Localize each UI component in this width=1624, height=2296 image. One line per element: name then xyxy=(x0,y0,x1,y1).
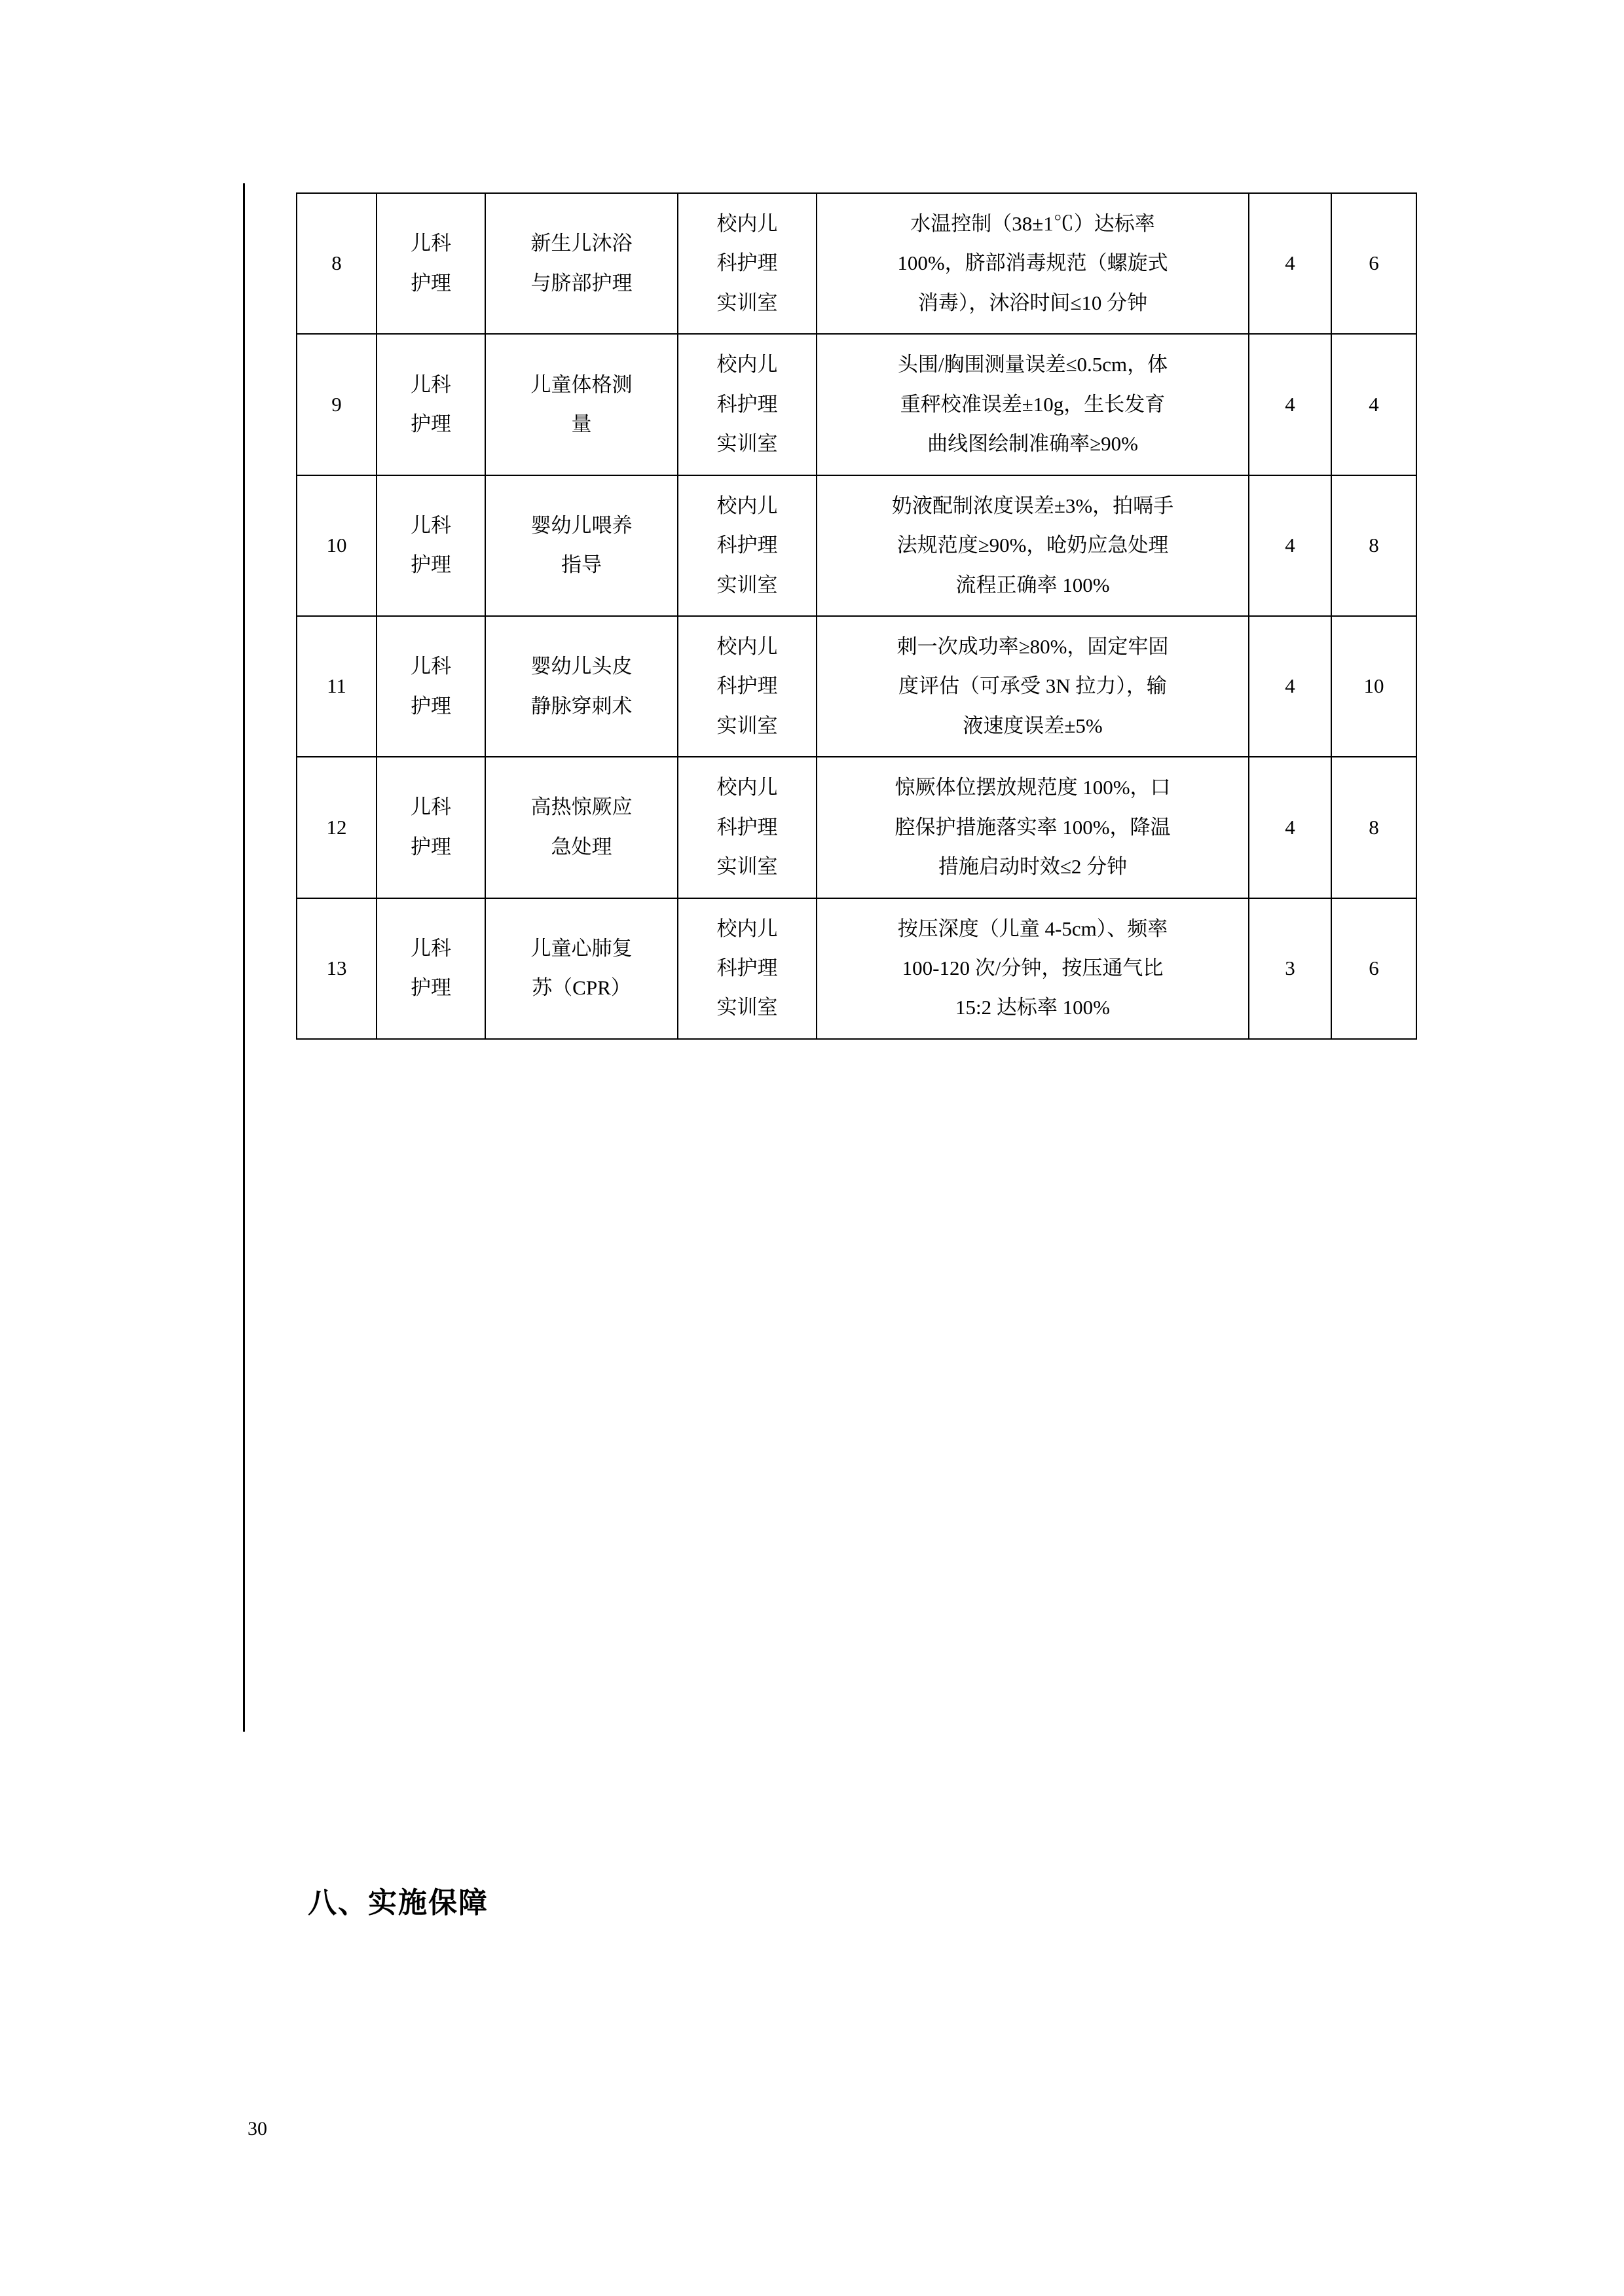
cell-line: 措施启动时效≤2 分钟 xyxy=(938,855,1128,879)
cell-name xyxy=(485,334,678,475)
cell-line: 科护理 xyxy=(716,815,778,839)
cell-line: 头围/胸围测量误差≤0.5cm，体 xyxy=(897,353,1168,376)
cell-line: 高热惊厥应 xyxy=(530,795,633,819)
cell-no xyxy=(297,898,377,1039)
table-row xyxy=(297,475,1416,616)
cell-line: 儿科 xyxy=(411,655,451,678)
cell-line: 校内儿 xyxy=(716,494,778,517)
cell-line: 静脉穿刺术 xyxy=(530,694,633,718)
cell-value: 4 xyxy=(1285,251,1295,275)
cell-line: 儿科 xyxy=(411,373,451,396)
cell-line: 校内儿 xyxy=(716,353,778,376)
cell-line: 100-120 次/分钟，按压通气比 xyxy=(902,957,1164,979)
cell-standard xyxy=(817,616,1249,757)
cell-hours-a xyxy=(1249,616,1331,757)
cell-line: 消毒），沐浴时间≤10 分钟 xyxy=(917,291,1148,314)
cell-line: 科护理 xyxy=(716,674,778,698)
cell-hours-b xyxy=(1331,475,1416,616)
cell-line: 护理 xyxy=(411,835,451,858)
cell-line: 实训室 xyxy=(716,714,778,737)
cell-line: 实训室 xyxy=(716,432,778,456)
cell-line: 实训室 xyxy=(716,996,778,1019)
cell-line: 实训室 xyxy=(716,573,778,596)
cell-line: 儿科 xyxy=(411,513,451,537)
cell-value: 4 xyxy=(1285,674,1295,698)
cell-line: 儿科 xyxy=(411,795,451,819)
cell-name xyxy=(485,898,678,1039)
cell-no xyxy=(297,334,377,475)
cell-hours-a xyxy=(1249,757,1331,898)
cell-name xyxy=(485,193,678,334)
table-row xyxy=(297,757,1416,898)
cell-line: 科护理 xyxy=(716,534,778,557)
cell-standard xyxy=(817,757,1249,898)
cell-value: 8 xyxy=(331,251,342,275)
cell-value: 11 xyxy=(327,674,346,698)
cell-hours-a xyxy=(1249,193,1331,334)
cell-no xyxy=(297,475,377,616)
cell-line: 儿童体格测 xyxy=(530,373,633,396)
cell-line: 与脐部护理 xyxy=(530,271,633,295)
cell-line: 护理 xyxy=(411,976,451,1000)
cell-value: 12 xyxy=(326,815,347,839)
cell-hours-a xyxy=(1249,475,1331,616)
cell-line: 奶液配制浓度误差±3%，拍嗝手 xyxy=(891,494,1174,517)
cell-line: 儿科 xyxy=(411,936,451,960)
cell-hours-b xyxy=(1331,898,1416,1039)
cell-hours-b xyxy=(1331,193,1416,334)
cell-hours-a xyxy=(1249,334,1331,475)
table-row xyxy=(297,193,1416,334)
cell-line: 儿科 xyxy=(411,232,451,255)
cell-value: 6 xyxy=(1369,957,1379,979)
cell-line: 实训室 xyxy=(716,855,778,879)
cell-standard xyxy=(817,898,1249,1039)
cell-line: 指导 xyxy=(561,553,602,577)
practical-training-table-wrapper xyxy=(296,192,1384,1040)
cell-line: 腔保护措施落实率 100%，降温 xyxy=(895,815,1171,839)
cell-category xyxy=(377,757,485,898)
cell-line: 实训室 xyxy=(716,291,778,314)
page-number: 30 xyxy=(248,2118,267,2140)
cell-line: 校内儿 xyxy=(716,634,778,658)
table-body xyxy=(297,193,1416,1039)
cell-line: 刺一次成功率≥80%，固定牢固 xyxy=(896,634,1169,658)
cell-standard xyxy=(817,334,1249,475)
cell-hours-b xyxy=(1331,334,1416,475)
cell-standard xyxy=(817,475,1249,616)
cell-hours-a xyxy=(1249,898,1331,1039)
cell-line: 重秤校准误差±10g，生长发育 xyxy=(900,392,1166,416)
cell-line: 惊厥体位摆放规范度 100%，口 xyxy=(895,776,1171,799)
cell-category xyxy=(377,475,485,616)
cell-line: 科护理 xyxy=(716,392,778,416)
cell-line: 按压深度（儿童 4-5cm）、频率 xyxy=(897,917,1168,940)
cell-value: 8 xyxy=(1369,534,1379,557)
cell-no xyxy=(297,757,377,898)
cell-line: 护理 xyxy=(411,271,451,295)
cell-place xyxy=(678,334,817,475)
cell-category xyxy=(377,334,485,475)
practical-training-table xyxy=(296,192,1417,1040)
cell-name xyxy=(485,757,678,898)
cell-value: 4 xyxy=(1285,815,1295,839)
cell-category xyxy=(377,616,485,757)
cell-place xyxy=(678,616,817,757)
cell-line: 法规范度≥90%，呛奶应急处理 xyxy=(896,534,1169,557)
cell-line: 100%，脐部消毒规范（螺旋式 xyxy=(897,251,1168,275)
cell-line: 苏（CPR） xyxy=(532,976,631,1000)
cell-category xyxy=(377,898,485,1039)
cell-line: 15:2 达标率 100% xyxy=(955,996,1110,1019)
cell-no xyxy=(297,616,377,757)
cell-line: 科护理 xyxy=(716,957,778,979)
cell-line: 急处理 xyxy=(551,835,612,858)
cell-no xyxy=(297,193,377,334)
cell-value: 4 xyxy=(1285,534,1295,557)
cell-line: 科护理 xyxy=(716,251,778,275)
cell-value: 4 xyxy=(1285,392,1295,416)
cell-place xyxy=(678,757,817,898)
cell-line: 儿童心肺复 xyxy=(530,936,633,960)
left-margin-rule xyxy=(243,183,245,1732)
cell-line: 护理 xyxy=(411,553,451,577)
cell-place xyxy=(678,475,817,616)
cell-place xyxy=(678,193,817,334)
cell-hours-b xyxy=(1331,757,1416,898)
cell-name xyxy=(485,616,678,757)
cell-line: 新生儿沐浴 xyxy=(530,232,633,255)
cell-value: 10 xyxy=(1363,674,1384,698)
cell-line: 护理 xyxy=(411,412,451,435)
cell-line: 度评估（可承受 3N 拉力），输 xyxy=(898,674,1167,698)
cell-line: 校内儿 xyxy=(716,776,778,799)
cell-value: 3 xyxy=(1285,957,1295,979)
table-row xyxy=(297,334,1416,475)
cell-line: 婴幼儿头皮 xyxy=(530,655,633,678)
cell-value: 8 xyxy=(1369,815,1379,839)
table-row xyxy=(297,616,1416,757)
cell-line: 量 xyxy=(571,412,592,435)
cell-line: 护理 xyxy=(411,694,451,718)
cell-name xyxy=(485,475,678,616)
cell-line: 液速度误差±5% xyxy=(963,714,1103,737)
cell-line: 校内儿 xyxy=(716,917,778,940)
cell-value: 4 xyxy=(1369,392,1379,416)
cell-line: 校内儿 xyxy=(716,212,778,235)
cell-line: 流程正确率 100% xyxy=(955,573,1110,596)
cell-line: 水温控制（38±1℃）达标率 xyxy=(910,212,1155,235)
cell-standard xyxy=(817,193,1249,334)
cell-value: 6 xyxy=(1369,251,1379,275)
cell-category xyxy=(377,193,485,334)
cell-line: 婴幼儿喂养 xyxy=(530,513,633,537)
cell-line: 曲线图绘制准确率≥90% xyxy=(927,432,1138,456)
cell-value: 9 xyxy=(331,392,342,416)
section-heading: 八、实施保障 xyxy=(308,1886,489,1920)
cell-value: 13 xyxy=(326,957,347,979)
table-row xyxy=(297,898,1416,1039)
cell-place xyxy=(678,898,817,1039)
cell-hours-b xyxy=(1331,616,1416,757)
cell-value: 10 xyxy=(326,534,347,557)
